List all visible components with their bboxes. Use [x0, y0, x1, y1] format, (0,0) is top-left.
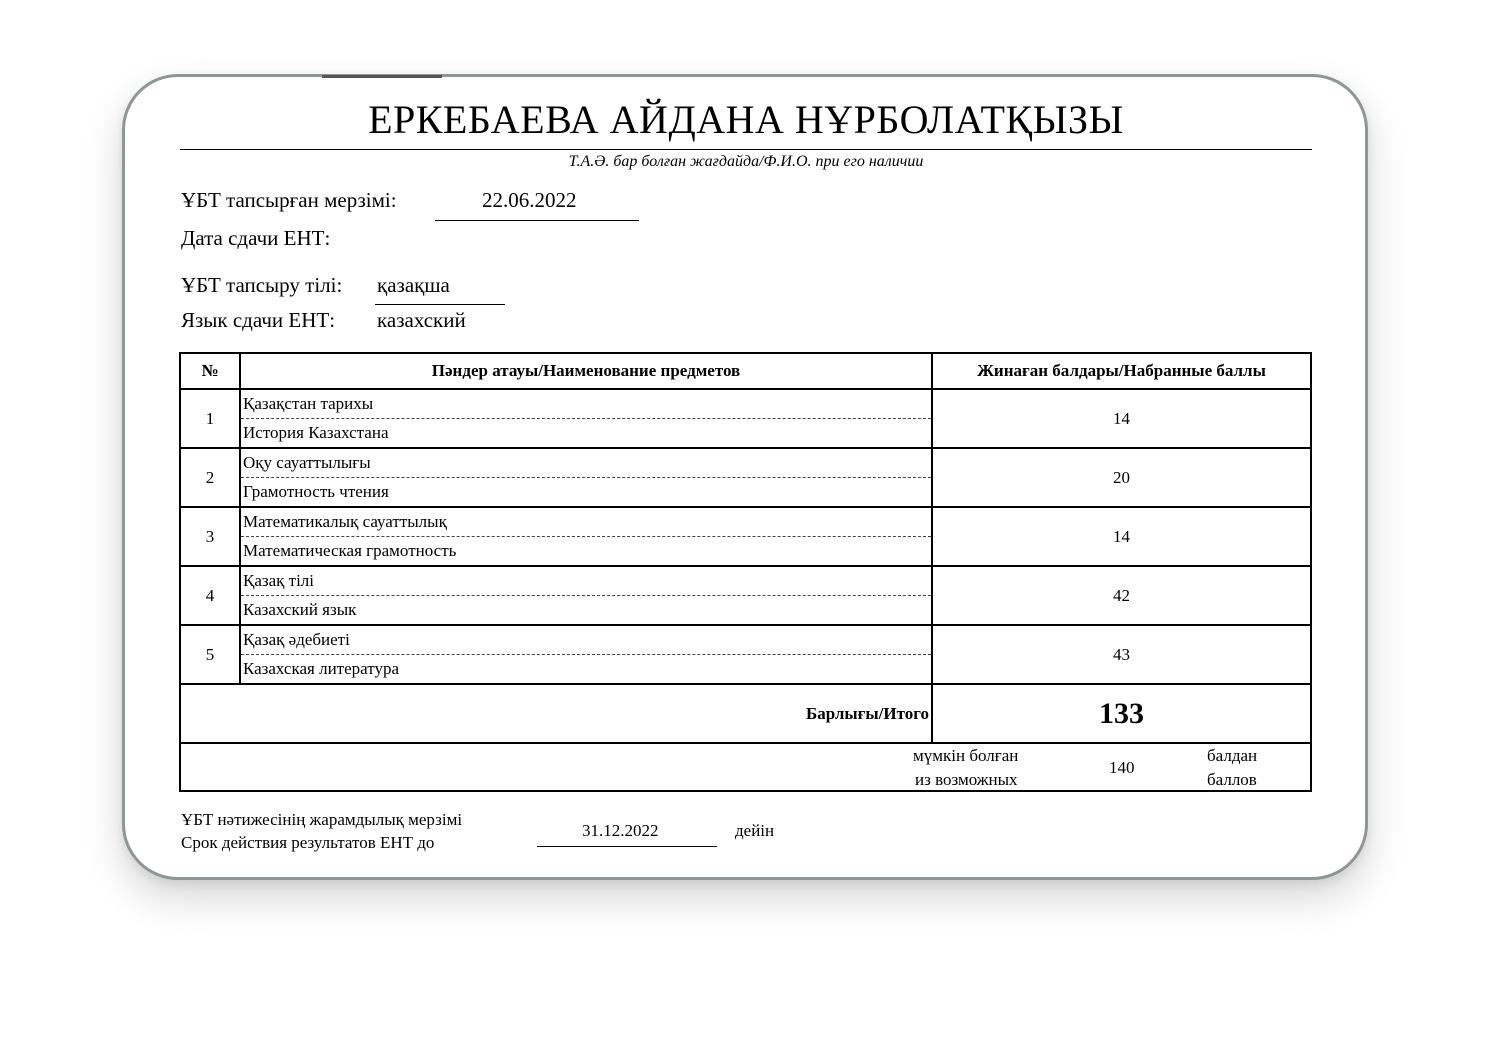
subject-name-kz: Оқу сауаттылығы [241, 449, 931, 478]
subject-name-kz: Қазақстан тарихы [241, 390, 931, 419]
row-subject [240, 448, 932, 507]
exam-date-value: 22.06.2022 [482, 188, 577, 212]
table-row [180, 625, 1311, 684]
row-num: 2 [180, 448, 240, 507]
row-subject [240, 625, 932, 684]
row-num: 5 [180, 625, 240, 684]
row-score: 14 [932, 389, 1311, 448]
student-full-name: ЕРКЕБАЕВА АЙДАНА НҰРБОЛАТҚЫЗЫ [368, 97, 1124, 142]
subject-name-ru: Казахский язык [243, 600, 357, 619]
subject-name-kz: Математикалық сауаттылық [241, 508, 931, 537]
possible-row [180, 743, 1311, 791]
row-num: 4 [180, 566, 240, 625]
exam-language-label-kz: ҰБТ тапсыру тілі: [181, 273, 343, 297]
exam-language-underline [375, 304, 505, 305]
exam-date-label-ru: Дата сдачи ЕНТ: [181, 226, 331, 250]
validity-value: 31.12.2022 [582, 821, 659, 840]
row-subject [240, 507, 932, 566]
validity-underline [537, 846, 717, 847]
name-caption: Т.А.Ә. бар болған жағдайда/Ф.И.О. при его наличии [568, 153, 924, 170]
row-score: 14 [932, 507, 1311, 566]
possible-suffix-ru: баллов [1207, 770, 1257, 789]
subject-name-kz: Қазақ әдебиеті [241, 626, 931, 655]
validity-label-ru: Срок действия результатов ЕНТ до [181, 833, 435, 852]
scores-table [179, 352, 1312, 792]
row-num: 3 [180, 507, 240, 566]
validity-label-kz: ҰБТ нәтижесінің жарамдылық мерзімі [181, 810, 463, 829]
exam-language-label-ru: Язык сдачи ЕНТ: [181, 308, 336, 332]
row-score: 42 [932, 566, 1311, 625]
possible-label-ru: из возможных [915, 770, 1018, 789]
row-score: 43 [932, 625, 1311, 684]
exam-language-value-kz: қазақша [377, 273, 450, 297]
card-top-tab [322, 75, 442, 78]
total-value: 133 [932, 684, 1311, 743]
header-score: Жинаған балдары/Набранные баллы [932, 353, 1311, 389]
header-num: № [180, 353, 240, 389]
exam-date-underline [435, 220, 639, 221]
table-row [180, 507, 1311, 566]
table-row [180, 448, 1311, 507]
row-score: 20 [932, 448, 1311, 507]
table-header-row [180, 353, 1311, 389]
table-row [180, 389, 1311, 448]
exam-language-value-ru: казахский [377, 308, 466, 332]
header-subject: Пәндер атауы/Наименование предметов [240, 353, 932, 389]
validity-suffix: дейін [735, 821, 775, 840]
possible-cell [180, 743, 1311, 791]
subject-name-ru: История Казахстана [243, 423, 389, 442]
possible-value: 140 [1109, 758, 1135, 777]
subject-name-kz: Қазақ тілі [241, 567, 931, 596]
exam-date-label-kz: ҰБТ тапсырған мерзімі: [181, 188, 397, 212]
subject-name-ru: Казахская литература [243, 659, 400, 678]
row-subject [240, 389, 932, 448]
total-row [180, 684, 1311, 743]
row-subject [240, 566, 932, 625]
subject-name-ru: Математическая грамотность [243, 541, 457, 560]
possible-label-kz: мүмкін болған [913, 746, 1019, 765]
name-underline [180, 149, 1312, 150]
row-num: 1 [180, 389, 240, 448]
subject-name-ru: Грамотность чтения [243, 482, 389, 501]
table-row [180, 566, 1311, 625]
total-label: Барлығы/Итого [180, 684, 932, 743]
possible-suffix-kz: балдан [1207, 746, 1258, 765]
